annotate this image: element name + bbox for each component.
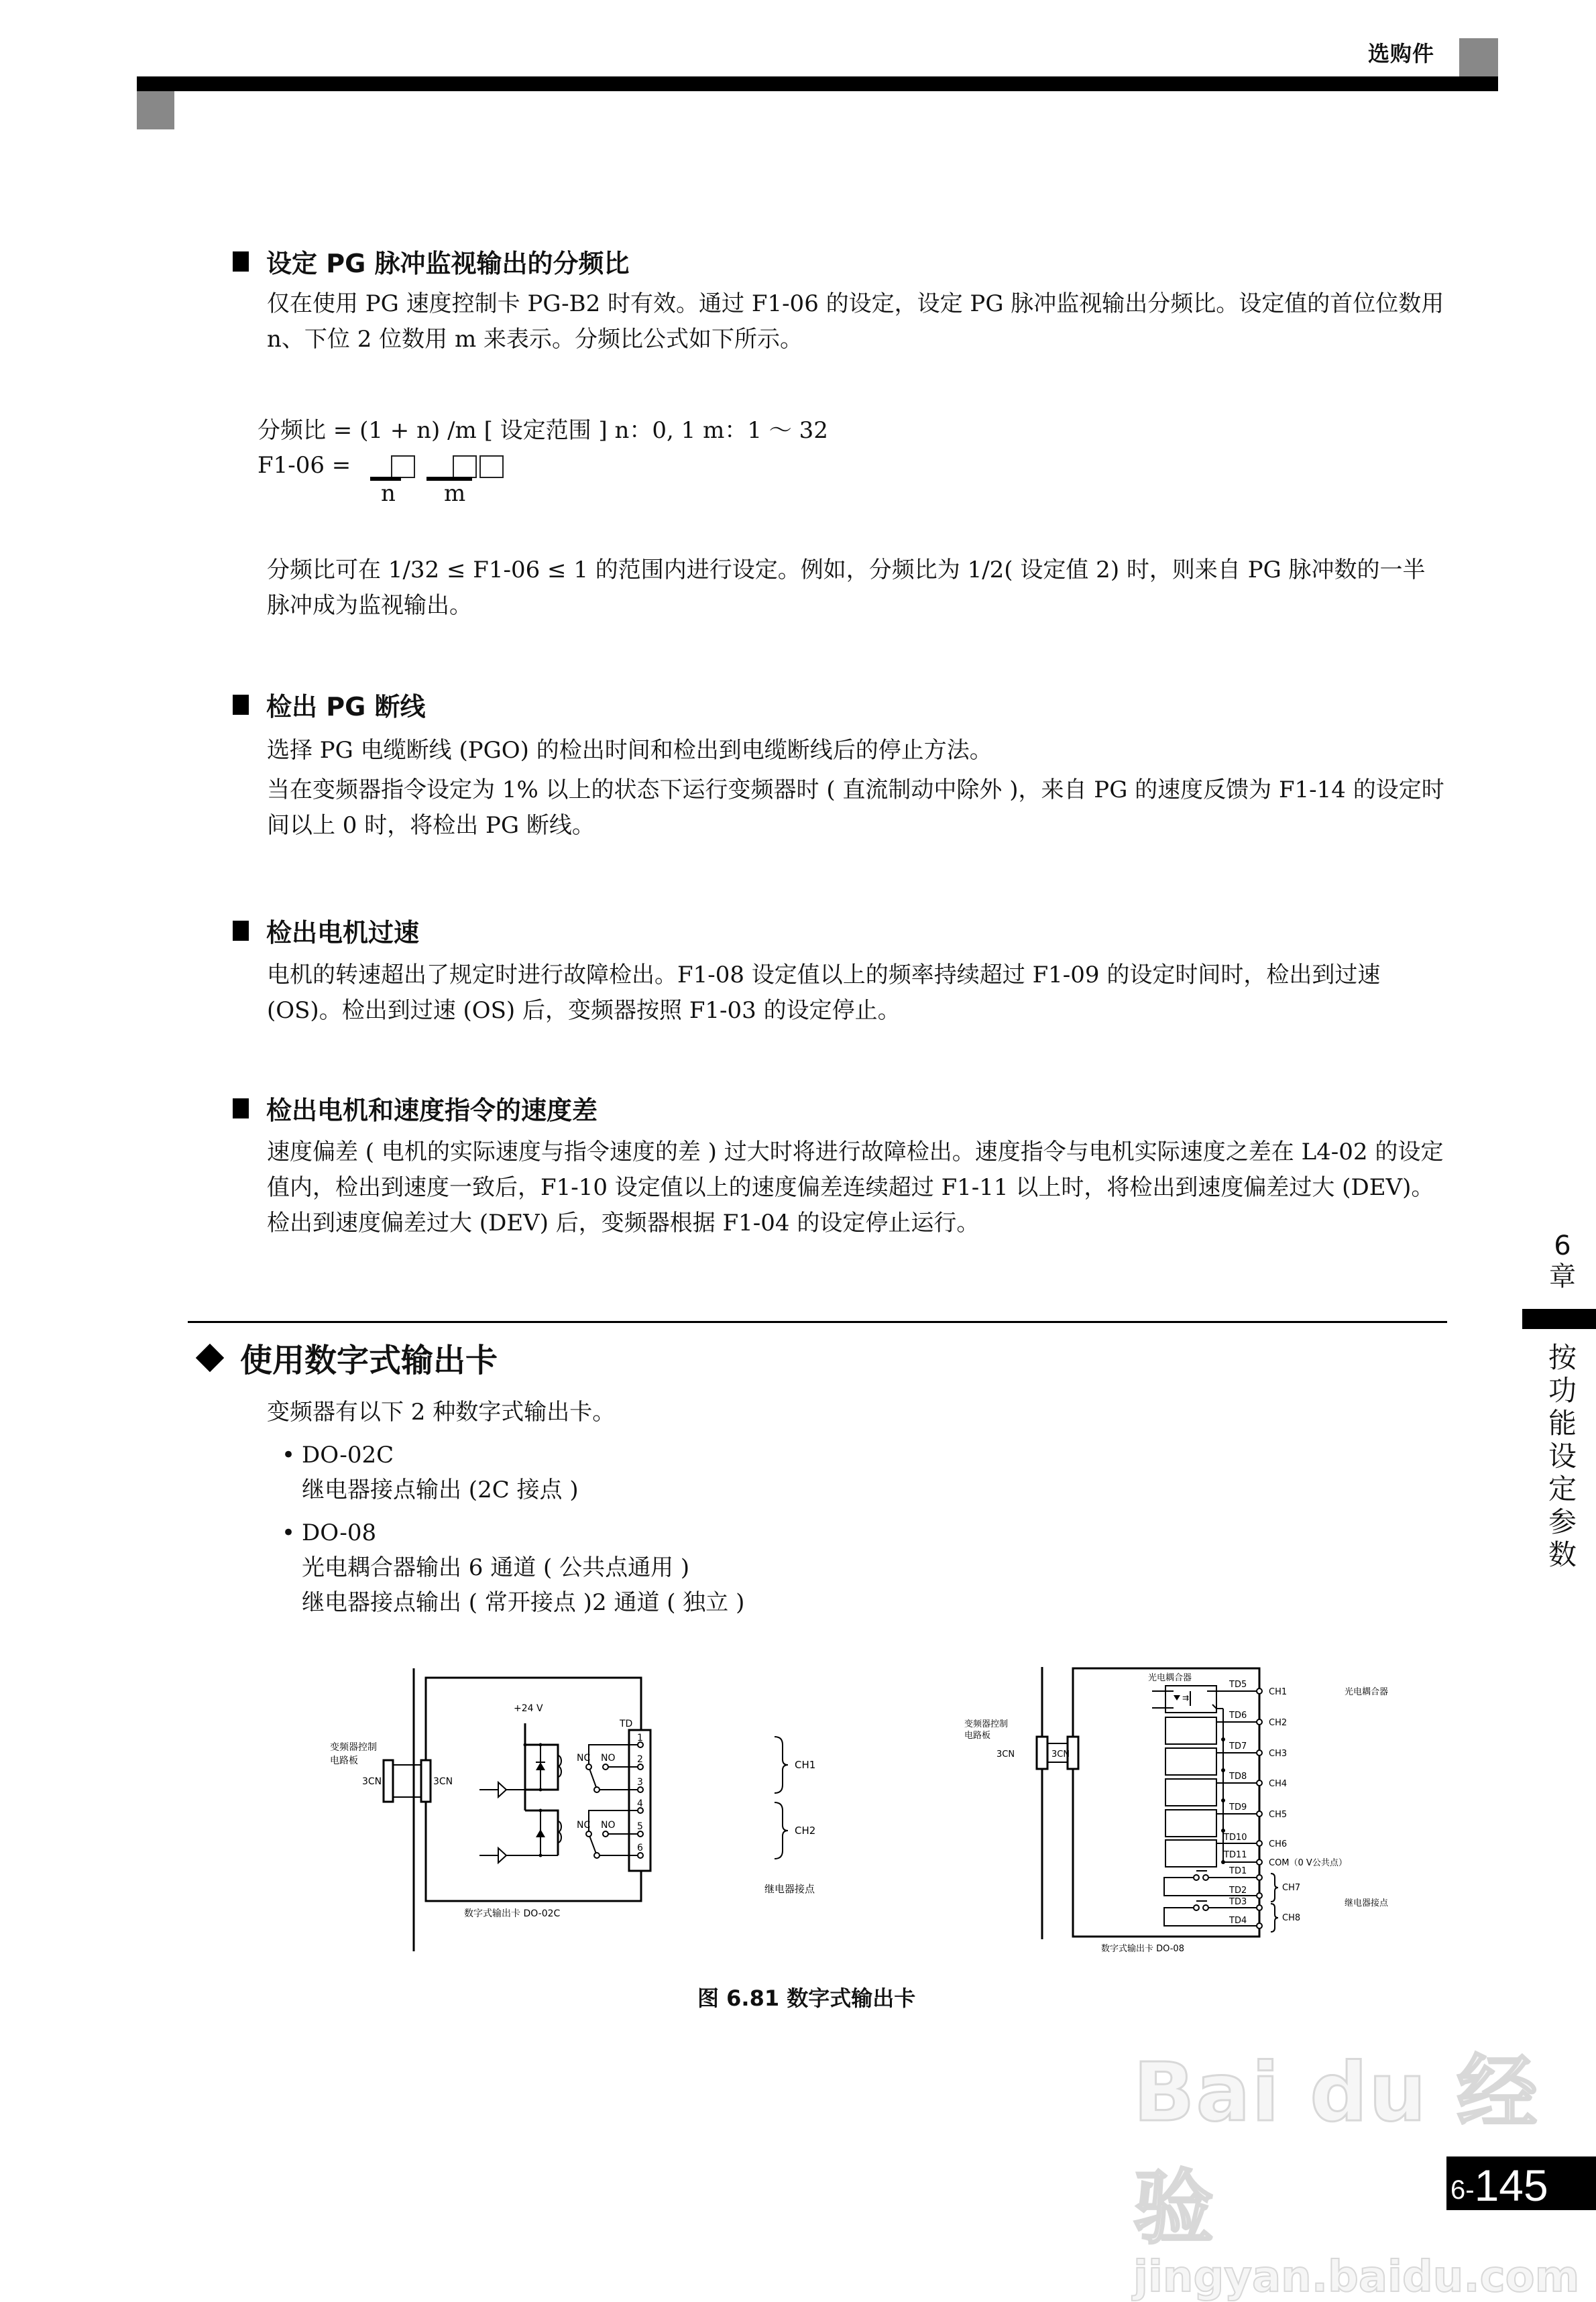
relay-side-label: 继电器接点	[1345, 1898, 1389, 1908]
card-label: 数字式输出卡 DO-08	[1101, 1944, 1184, 1954]
terminal-number: 1	[637, 1733, 643, 1743]
list-item	[267, 1515, 744, 1620]
terminal-number: 2	[637, 1754, 643, 1765]
channel-label: CH7	[1282, 1883, 1301, 1893]
digit-box-m1	[453, 455, 477, 478]
voltage-label: +24 V	[514, 1703, 543, 1714]
chapter-title-char: 按	[1548, 1341, 1577, 1374]
section-body	[267, 286, 1447, 357]
section-body	[267, 553, 1447, 624]
paragraph: 电机的转速超出了规定时进行故障检出。F1-08 设定值以上的频率持续超过 F1-09 的设定时间时，检出到过速 (OS)。检出到过速 (OS) 后，变频器按照 F1-03 的设定停止。	[267, 962, 1381, 1024]
com-label: COM（0 V公共点）	[1269, 1858, 1347, 1868]
chapter-tab	[1536, 1230, 1589, 1292]
terminal-label: TD6	[1229, 1711, 1247, 1721]
square-bullet-icon	[233, 921, 249, 941]
terminal-label: TD3	[1229, 1897, 1247, 1907]
card-desc: 继电器接点输出 ( 常开接点 )2 通道 ( 独立 )	[302, 1589, 745, 1616]
intro-text: 变频器有以下 2 种数字式输出卡。	[267, 1399, 616, 1426]
terminal-label: TD8	[1229, 1772, 1247, 1782]
optocoupler-side-label: 光电耦合器	[1345, 1687, 1389, 1697]
channel-label: CH3	[1269, 1749, 1288, 1759]
square-bullet-icon	[233, 1098, 249, 1118]
section-body	[267, 1135, 1447, 1241]
channel-label: CH1	[795, 1759, 816, 1771]
section-heading-pg-divider	[233, 243, 630, 280]
channel-label: CH4	[1269, 1779, 1288, 1789]
nc-label: NC	[577, 1820, 591, 1831]
nc-label: NC	[577, 1753, 591, 1764]
card-label: 数字式输出卡 DO-02C	[464, 1908, 561, 1919]
channel-label: CH8	[1282, 1913, 1301, 1923]
main-heading	[194, 1334, 498, 1381]
section-body	[267, 958, 1447, 1029]
connector-label: 3CN	[433, 1776, 453, 1787]
formula-block	[258, 413, 828, 483]
channel-label: CH2	[1269, 1718, 1288, 1728]
card-desc: 继电器接点输出 (2C 接点 )	[302, 1477, 579, 1503]
no-label: NO	[601, 1753, 616, 1764]
heading-text: 设定 PG 脉冲监视输出的分频比	[266, 249, 630, 278]
heading-text: 检出电机过速	[266, 918, 420, 947]
section-divider	[188, 1321, 1447, 1323]
channel-label: CH1	[1269, 1687, 1288, 1697]
terminal-number: 3	[637, 1777, 643, 1788]
formula-label: F1-06 =	[258, 452, 351, 479]
chapter-number: 6	[1554, 1230, 1571, 1261]
channel-label: CH2	[795, 1825, 816, 1837]
board-label: 电路板	[964, 1731, 991, 1741]
section-heading-pg-break	[233, 686, 426, 723]
digit-box-m2	[479, 455, 504, 478]
chapter-title-char: 数	[1548, 1538, 1577, 1571]
chapter-title-char: 功	[1548, 1374, 1577, 1407]
connector-label: 3CN	[1051, 1749, 1070, 1760]
header-tab-left	[137, 91, 174, 129]
section-heading-overspeed	[233, 912, 419, 949]
terminal-label: TD4	[1229, 1916, 1247, 1926]
heading-text: 检出 PG 断线	[266, 692, 426, 722]
formula-line: 分频比 = (1 + n) /m [ 设定范围 ] n：0, 1 m：1 ～ 32	[258, 417, 828, 444]
terminal-number: 4	[637, 1798, 643, 1809]
terminal-label: TD2	[1229, 1886, 1247, 1896]
square-bullet-icon	[233, 695, 249, 715]
paragraph: 当在变频器指令设定为 1% 以上的状态下运行变频器时 ( 直流制动中除外 )，来自 PG 的速度反馈为 F1-14 的设定时间以上 0 时，将检出 PG 断线。	[267, 776, 1444, 839]
terminal-label: TD5	[1229, 1680, 1247, 1690]
square-bullet-icon	[233, 251, 249, 272]
no-label: NO	[601, 1820, 616, 1831]
diagram-do-08	[952, 1656, 1422, 1965]
formula-f106	[258, 448, 828, 483]
card-name: DO-08	[302, 1519, 377, 1546]
card-list	[267, 1395, 744, 1620]
header-section-title: 选购件	[1368, 41, 1435, 66]
board-label: 变频器控制	[330, 1742, 377, 1753]
terminal-label: TD11	[1224, 1850, 1247, 1860]
n-label: n	[381, 480, 396, 507]
bullet-dot-icon: •	[282, 1442, 296, 1469]
paragraph: 速度偏差 ( 电机的实际速度与指令速度的差 ) 过大时将进行故障检出。速度指令与电机实际速度之差在 L4-02 的设定值内，检出到速度一致后，F1-10 设定值以上的速度偏差连续超过 F1-11 以上时，将检出到速度偏差过大 (DEV)。检出到速度偏差过大 (DEV) 后，变频器根据 F1-04 的设定停止运行。	[267, 1139, 1444, 1236]
chapter-title-char: 设	[1548, 1440, 1577, 1473]
do-02c-channel-labels	[758, 1717, 845, 1911]
terminal-block-label: TD	[620, 1719, 633, 1729]
digit-box-n	[391, 455, 415, 478]
heading-text: 使用数字式输出卡	[240, 1342, 498, 1379]
chapter-title-char: 参	[1548, 1505, 1577, 1538]
connector-label: 3CN	[362, 1776, 382, 1787]
paragraph: 分频比可在 1/32 ≤ F1-06 ≤ 1 的范围内进行设定。例如，分频比为 1/2( 设定值 2) 时，则来自 PG 脉冲数的一半脉冲成为监视输出。	[267, 557, 1426, 619]
diagram-do-02c	[308, 1663, 778, 1958]
relay-contacts-label: 继电器接点	[764, 1883, 815, 1895]
paragraph: 仅在使用 PG 速度控制卡 PG-B2 时有效。通过 F1-06 的设定，设定 PG 脉冲监视输出分频比。设定值的首位位数用 n、下位 2 位数用 m 来表示。分频比公式如下所示。	[267, 290, 1444, 353]
svg-text:⇉: ⇉	[1182, 1693, 1190, 1703]
paragraph: 选择 PG 电缆断线 (PGO) 的检出时间和检出到电缆断线后的停止方法。	[267, 737, 992, 764]
heading-text: 检出电机和速度指令的速度差	[266, 1096, 598, 1125]
m-label: m	[444, 480, 466, 507]
connector-label: 3CN	[996, 1749, 1015, 1760]
watermark-url: jingyan.baidu.com	[1133, 2252, 1580, 2302]
terminal-label: TD7	[1229, 1741, 1247, 1751]
chapter-char: 章	[1549, 1261, 1576, 1292]
list-item	[267, 1438, 744, 1507]
channel-label: CH6	[1269, 1839, 1288, 1849]
terminal-number: 5	[637, 1821, 643, 1832]
board-label: 电路板	[330, 1756, 358, 1766]
chapter-title-char: 定	[1548, 1473, 1577, 1505]
terminal-label: TD1	[1229, 1866, 1247, 1876]
page-number-value: 145	[1474, 2161, 1548, 2210]
page-prefix: 6-	[1450, 2175, 1475, 2205]
channel-label: CH5	[1269, 1810, 1288, 1820]
figure-caption: 图 6.81 数字式输出卡	[697, 1986, 916, 2011]
header-rule	[137, 76, 1498, 91]
header-tab-right	[1459, 38, 1498, 76]
baidu-logo: Bai du 经验	[1133, 2047, 1539, 2255]
diamond-bullet-icon	[196, 1343, 224, 1371]
chapter-tab-bar	[1522, 1309, 1596, 1329]
terminal-number: 6	[637, 1843, 643, 1853]
section-heading-speed-deviation	[233, 1090, 597, 1127]
card-desc: 光电耦合器输出 6 通道 ( 公共点通用 )	[302, 1554, 690, 1581]
bullet-dot-icon: •	[282, 1519, 296, 1546]
optocoupler-label: 光电耦合器	[1148, 1673, 1192, 1683]
card-name: DO-02C	[302, 1442, 394, 1469]
section-body	[267, 733, 1447, 844]
chapter-title-char: 能	[1548, 1407, 1577, 1440]
terminal-label: TD9	[1229, 1802, 1247, 1812]
chapter-title	[1536, 1341, 1589, 1571]
page-number	[1446, 2156, 1596, 2210]
board-label: 变频器控制	[964, 1719, 1009, 1729]
terminal-label: TD10	[1224, 1833, 1247, 1843]
